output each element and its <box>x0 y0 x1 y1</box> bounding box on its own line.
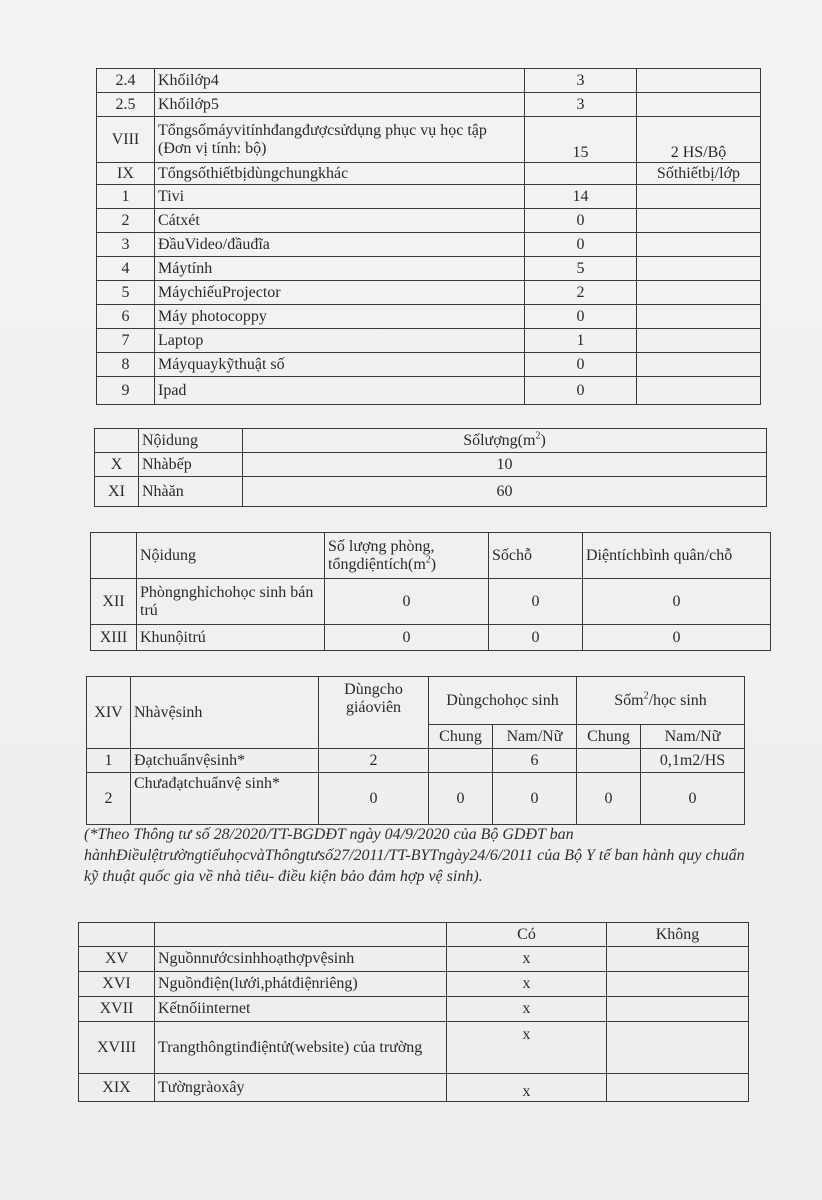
table-row <box>79 972 749 997</box>
equipment-table <box>96 68 761 405</box>
table-row <box>79 1074 749 1102</box>
row-note <box>637 377 761 405</box>
row-item: Khốilớp5 <box>155 93 525 117</box>
table-row <box>79 1022 749 1074</box>
row-yes: x <box>447 1022 607 1074</box>
row-area-common <box>577 749 641 773</box>
row-number: 2.4 <box>97 69 155 93</box>
row-student-common: 0 <box>429 773 493 825</box>
row-item: Máytính <box>155 257 525 281</box>
row-seats: 0 <box>489 579 583 625</box>
row-number: 6 <box>97 305 155 329</box>
row-number: 8 <box>97 353 155 377</box>
row-number: X <box>95 453 139 477</box>
row-item: Tổngsốmáyvitínhđangđượcsửdụng phục vụ học tập (Đơn vị tính: bộ) <box>155 117 525 163</box>
table-header-row <box>91 533 771 579</box>
row-teacher: 2 <box>319 749 429 773</box>
row-item: Tivi <box>155 185 525 209</box>
row-qty: 0 <box>525 209 637 233</box>
row-number: IX <box>97 163 155 185</box>
row-yes: x <box>447 972 607 997</box>
subheader-male-female: Nam/Nữ <box>641 725 745 749</box>
row-number: 9 <box>97 377 155 405</box>
row-note <box>637 353 761 377</box>
row-number: 2 <box>97 209 155 233</box>
row-number: XI <box>95 477 139 507</box>
table-row <box>97 69 761 93</box>
row-qty: 2 <box>525 281 637 305</box>
row-item: Nguồnđiện(lưới,phátđiệnriêng) <box>155 972 447 997</box>
row-number: XVI <box>79 972 155 997</box>
table-row <box>97 93 761 117</box>
row-seats: 0 <box>489 625 583 651</box>
row-qty <box>525 163 637 185</box>
kitchen-dining-table <box>94 428 767 507</box>
table-row <box>97 163 761 185</box>
row-area-male-female: 0 <box>641 773 745 825</box>
row-average: 0 <box>583 579 771 625</box>
row-note <box>637 233 761 257</box>
row-area-common: 0 <box>577 773 641 825</box>
row-note <box>637 257 761 281</box>
header-student: Dùngchohọc sinh <box>429 677 577 725</box>
table-row <box>97 233 761 257</box>
row-number: 4 <box>97 257 155 281</box>
header-blank <box>95 429 139 453</box>
row-number: XV <box>79 947 155 972</box>
table-row <box>91 579 771 625</box>
row-item: ĐầuVideo/đầuđĩa <box>155 233 525 257</box>
row-no <box>607 1022 749 1074</box>
row-no <box>607 972 749 997</box>
row-student-male-female: 6 <box>493 749 577 773</box>
row-item: Máyquaykỹthuật số <box>155 353 525 377</box>
header-content: Nộidung <box>139 429 243 453</box>
row-rooms: 0 <box>325 625 489 651</box>
row-note <box>637 305 761 329</box>
table-row <box>79 947 749 972</box>
row-qty: 14 <box>525 185 637 209</box>
row-note <box>637 93 761 117</box>
row-student-male-female: 0 <box>493 773 577 825</box>
row-note <box>637 281 761 305</box>
table-row <box>97 117 761 163</box>
row-no <box>607 947 749 972</box>
header-yes: Có <box>447 923 607 947</box>
header-content: Nộidung <box>137 533 325 579</box>
row-note <box>637 185 761 209</box>
header-seats: Sốchỗ <box>489 533 583 579</box>
row-item: Tườngràoxây <box>155 1074 447 1102</box>
boarding-table <box>90 532 771 651</box>
row-number: VIII <box>97 117 155 163</box>
row-number: 5 <box>97 281 155 305</box>
row-student-common <box>429 749 493 773</box>
row-note: Sốthiếtbị/lớp <box>637 163 761 185</box>
row-note: 2 HS/Bộ <box>637 117 761 163</box>
table-row <box>97 353 761 377</box>
table-row <box>97 185 761 209</box>
table-row <box>97 257 761 281</box>
table-row <box>97 209 761 233</box>
row-qty: 0 <box>525 377 637 405</box>
table-header-row <box>79 923 749 947</box>
row-qty: 0 <box>525 233 637 257</box>
row-no <box>607 997 749 1022</box>
subheader-male-female: Nam/Nữ <box>493 725 577 749</box>
row-item: Cátxét <box>155 209 525 233</box>
table-row <box>87 773 745 825</box>
utilities-table <box>78 922 749 1102</box>
row-qty: 3 <box>525 69 637 93</box>
row-number: XVII <box>79 997 155 1022</box>
subheader-common: Chung <box>577 725 641 749</box>
row-qty: 1 <box>525 329 637 353</box>
header-no: Không <box>607 923 749 947</box>
row-qty: 15 <box>525 117 637 163</box>
row-qty: 3 <box>525 93 637 117</box>
row-qty: 0 <box>525 305 637 329</box>
table-row <box>91 625 771 651</box>
row-qty: 5 <box>525 257 637 281</box>
table-row <box>97 305 761 329</box>
row-number: 7 <box>97 329 155 353</box>
header-number: XIV <box>87 677 131 749</box>
row-item: Tổngsốthiếtbịdùngchungkhác <box>155 163 525 185</box>
header-quantity: $Sốlượng(m^2)$ <box>243 429 767 453</box>
row-number: 2.5 <box>97 93 155 117</box>
row-note <box>637 329 761 353</box>
table-row <box>95 453 767 477</box>
table-row <box>97 281 761 305</box>
row-item: Nguồnnướcsinhhoạthợpvệsinh <box>155 947 447 972</box>
row-note <box>637 69 761 93</box>
row-item: Khunộitrú <box>137 625 325 651</box>
table-row <box>87 749 745 773</box>
header-area: Sốm$^2$/học sinh <box>577 677 745 725</box>
table-row <box>97 329 761 353</box>
row-number: XIX <box>79 1074 155 1102</box>
row-rooms: 0 <box>325 579 489 625</box>
toilet-table <box>86 676 745 825</box>
header-blank <box>79 923 155 947</box>
row-item: Phòngnghỉchohọc sinh bán trú <box>137 579 325 625</box>
table-row <box>79 997 749 1022</box>
row-number: 3 <box>97 233 155 257</box>
row-yes: x <box>447 1074 607 1102</box>
row-item: Nhàăn <box>139 477 243 507</box>
header-blank <box>91 533 137 579</box>
row-yes: x <box>447 997 607 1022</box>
row-yes: x <box>447 947 607 972</box>
row-number: 1 <box>87 749 131 773</box>
row-number: XVIII <box>79 1022 155 1074</box>
row-area-male-female: 0,1m2/HS <box>641 749 745 773</box>
subheader-common: Chung <box>429 725 493 749</box>
row-qty: 10 <box>243 453 767 477</box>
footnote: (*Theo Thông tư số 28/2020/TT-BGDĐT ngày 04/9/2020 của Bộ GDĐT ban hànhĐiềulệtrườngtiểuhọcvàThôngtưsố27/2011/TT-BYTngày24/6/2011 của Bộ Y tế ban hành quy chuẩn kỹ thuật quốc gia về nhà tiêu- điều kiện bảo đảm hợp vệ sinh). <box>84 826 745 885</box>
row-item: Laptop <box>155 329 525 353</box>
row-item: Kếtnốiinternet <box>155 997 447 1022</box>
row-number: 1 <box>97 185 155 209</box>
table-header-row <box>87 677 745 725</box>
row-item: Đạtchuẩnvệsinh* <box>131 749 319 773</box>
header-teacher: Dùngcho giáoviên <box>319 677 429 749</box>
row-item: Nhàbếp <box>139 453 243 477</box>
header-blank <box>155 923 447 947</box>
row-teacher: 0 <box>319 773 429 825</box>
row-number: XII <box>91 579 137 625</box>
row-item: Ipad <box>155 377 525 405</box>
row-item: Chưađạtchuẩnvệ sinh* <box>131 773 319 825</box>
header-rooms: Số lượng phòng, $tổngdiệntích(m^2)$ <box>325 533 489 579</box>
row-item: MáychiếuProjector <box>155 281 525 305</box>
header-title: Nhàvệsinh <box>131 677 319 749</box>
row-qty: 60 <box>243 477 767 507</box>
row-number: XIII <box>91 625 137 651</box>
table-row <box>95 477 767 507</box>
row-no <box>607 1074 749 1102</box>
row-qty: 0 <box>525 353 637 377</box>
row-number: 2 <box>87 773 131 825</box>
table-header-row <box>95 429 767 453</box>
row-item: Trangthôngtinđiệntử(website) của trường <box>155 1022 447 1074</box>
row-item: Khốilớp4 <box>155 69 525 93</box>
table-row <box>97 377 761 405</box>
row-item: Máy photocoppy <box>155 305 525 329</box>
row-note <box>637 209 761 233</box>
row-average: 0 <box>583 625 771 651</box>
header-average: Diệntíchbình quân/chỗ <box>583 533 771 579</box>
